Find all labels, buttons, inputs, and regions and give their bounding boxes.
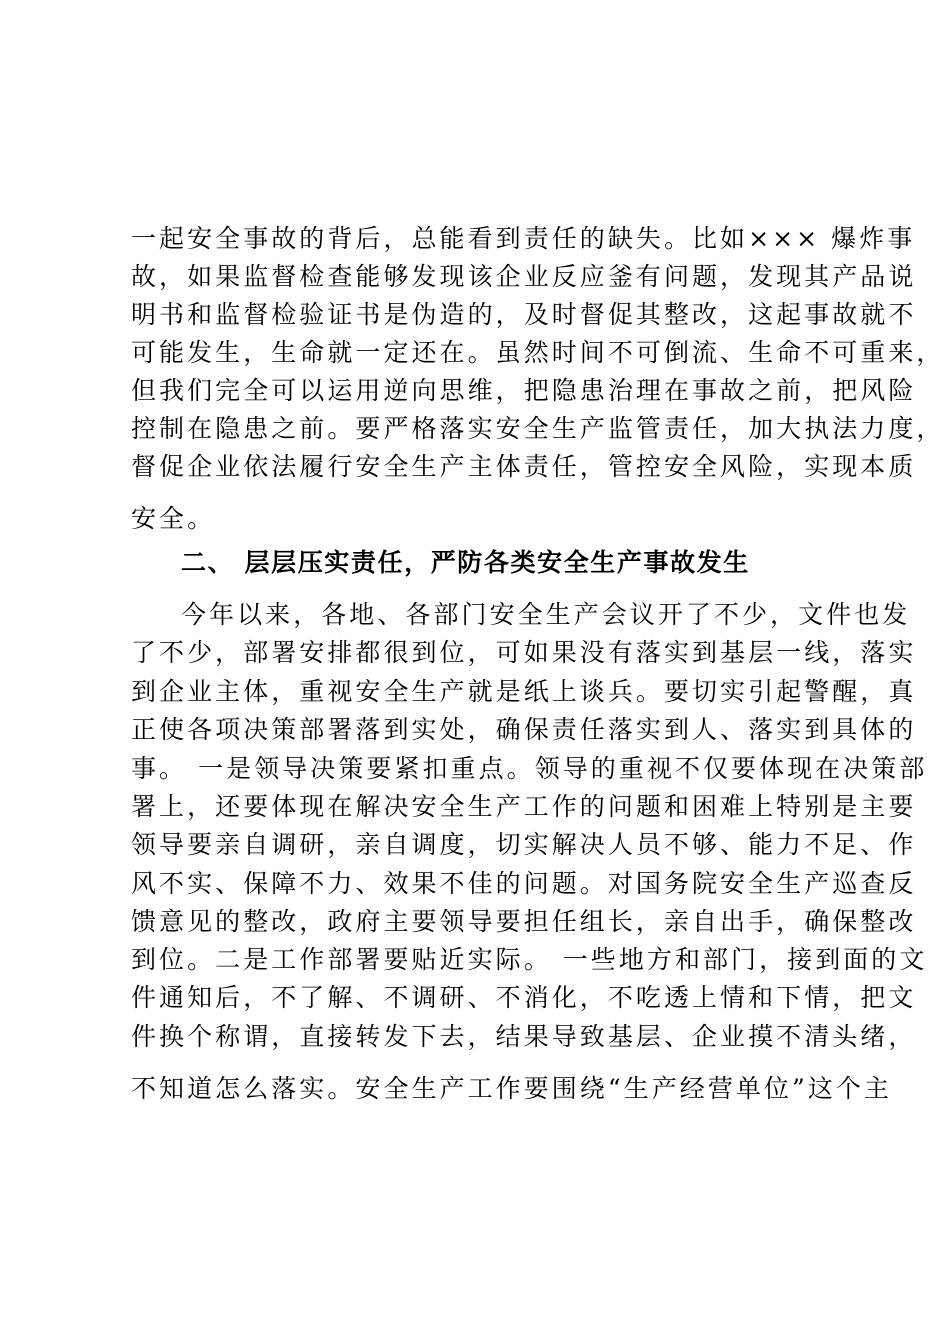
paragraph-line: 件换个称谓，直接转发下去，结果导致基层、企业摸不清头绪， (131, 1022, 917, 1051)
paragraph-line: 领导要亲自调研，亲自调度，切实解决人员不够、能力不足、作 (131, 830, 917, 859)
paragraph-line: 安全。 (131, 504, 216, 533)
paragraph-line: 督促企业依法履行安全生产主体责任，管控安全风险，实现本质 (131, 452, 917, 481)
paragraph-line: 正使各项决策部署落到实处，确保责任落实到人、落实到具体的 (131, 715, 917, 744)
paragraph-line: 到企业主体，重视安全生产就是纸上谈兵。要切实引起警醒，真 (131, 677, 917, 706)
section-heading: 二、 层层压实责任，严防各类安全生产事故发生 (181, 548, 750, 577)
paragraph-line: 今年以来，各地、各部门安全生产会议开了不少，文件也发 (181, 600, 911, 629)
paragraph-line: 署上，还要体现在解决安全生产工作的问题和困难上特别是主要 (131, 792, 917, 821)
paragraph-line: 一起安全事故的背后，总能看到责任的缺失。比如××× 爆炸事 (131, 224, 916, 253)
paragraph-line: 到位。二是工作部署要贴近实际。 一些地方和部门，接到面的文 (131, 945, 928, 974)
paragraph-line: 但我们完全可以运用逆向思维，把隐患治理在事故之前，把风险 (131, 376, 917, 405)
paragraph-line: 控制在隐患之前。要严格落实安全生产监管责任，加大执法力度， (131, 414, 945, 443)
paragraph-line: 故，如果监督检查能够发现该企业反应釜有问题，发现其产品说 (131, 262, 917, 291)
paragraph-line: 不知道怎么落实。安全生产工作要围绕“生产经营单位”这个主 (131, 1074, 892, 1103)
paragraph-line: 明书和监督检验证书是伪造的，及时督促其整改，这起事故就不 (131, 300, 917, 329)
paragraph-line: 件通知后，不了解、不调研、不消化，不吃透上情和下情，把文 (131, 983, 917, 1012)
paragraph-line: 风不实、保障不力、效果不佳的问题。对国务院安全生产巡查反 (131, 869, 917, 898)
paragraph-line: 事。 一是领导决策要紧扣重点。领导的重视不仅要体现在决策部 (131, 754, 928, 783)
paragraph-line: 可能发生，生命就一定还在。虽然时间不可倒流、生命不可重来， (131, 338, 945, 367)
paragraph-line: 馈意见的整改，政府主要领导要担任组长，亲自出手，确保整改 (131, 907, 917, 936)
paragraph-line: 了不少，部署安排都很到位，可如果没有落实到基层一线，落实 (131, 638, 917, 667)
